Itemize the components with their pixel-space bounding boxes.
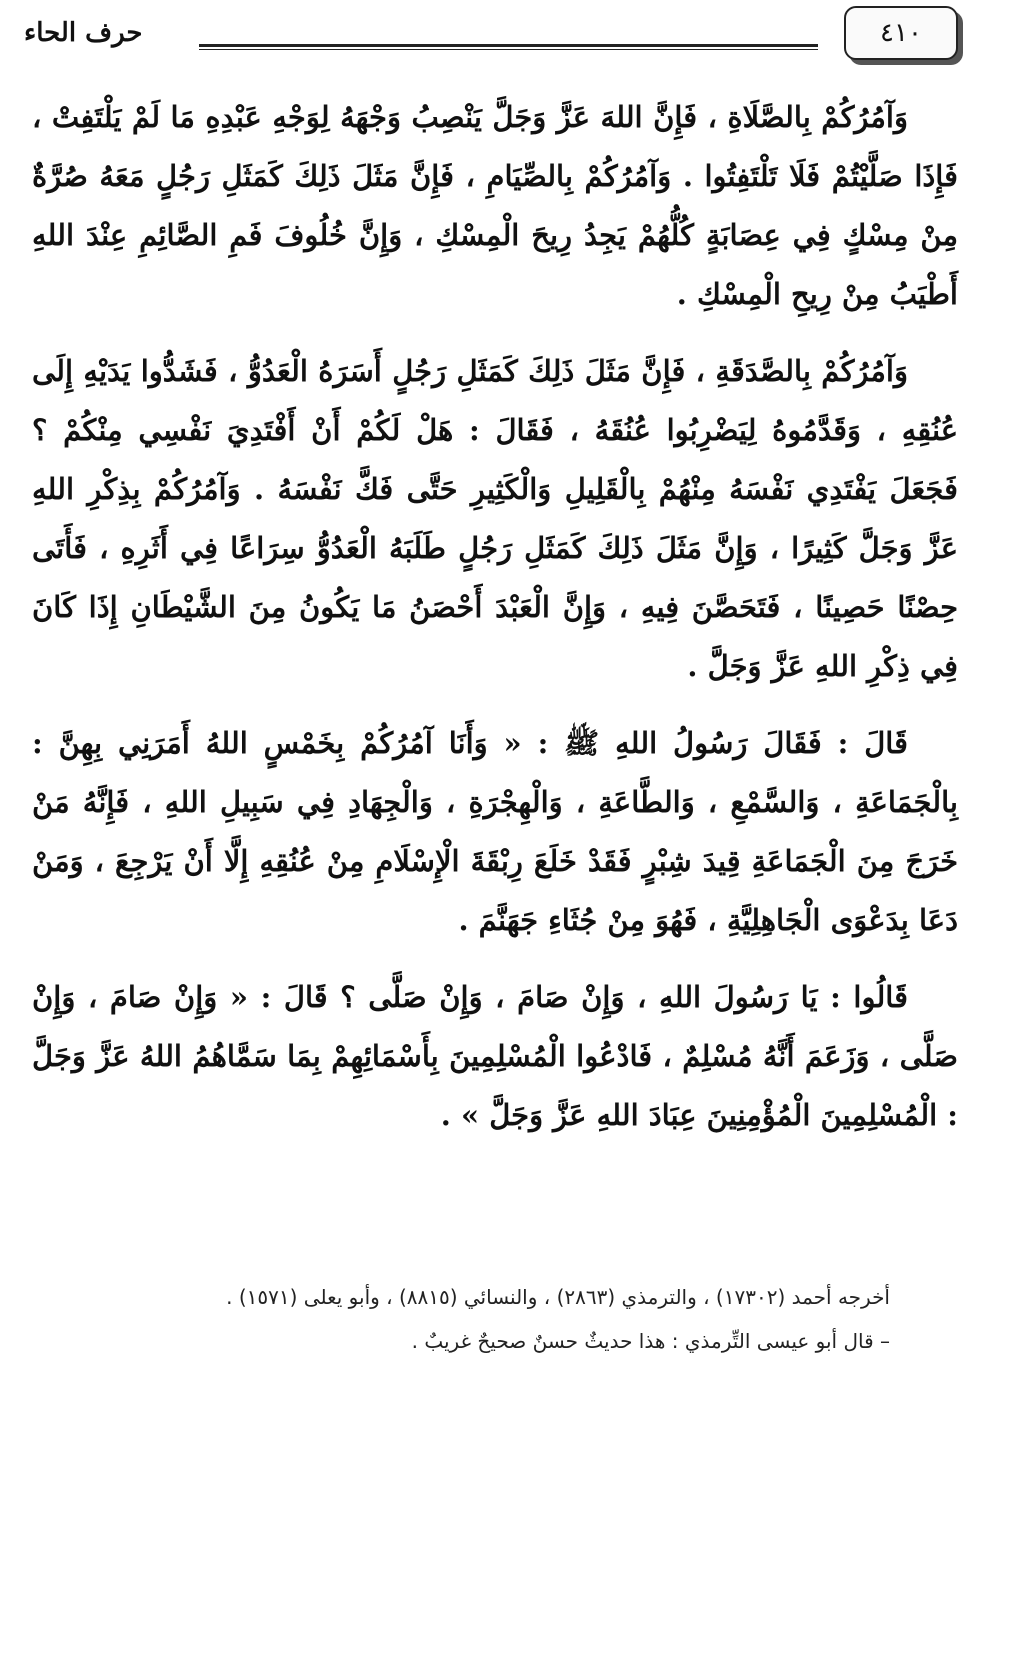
header-rule	[199, 44, 818, 50]
page-number-box	[844, 6, 958, 60]
paragraph-five-commands: قَالَ : فَقَالَ رَسُولُ اللهِ ﷺ : « وَأَنَا آمُرُكُمْ بِخَمْسٍ اللهُ أَمَرَنِي بِهِنَّ : بِالْجَمَاعَةِ ، وَالسَّمْعِ ، وَالطَّاعَةِ ، وَالْهِجْرَةِ ، وَالْجِهَادِ فِي سَبِيلِ اللهِ ، فَإِنَّهُ مَنْ خَرَجَ مِنَ الْجَمَاعَةِ قِيدَ شِبْرٍ فَقَدْ خَلَعَ رِبْقَةَ الْإِسْلَامِ مِنْ عُنُقِهِ إِلَّا أَنْ يَرْجِعَ ، وَمَنْ دَعَا بِدَعْوَى الْجَاهِلِيَّةِ ، فَهُوَ مِنْ جُثَاءِ جَهَنَّمَ .	[32, 726, 958, 937]
main-text	[32, 88, 958, 1163]
footnote-takhrij: أخرجه أحمد (١٧٣٠٢) ، والترمذي (٢٨٦٣) ، والنسائي (٨٨١٥) ، وأبو يعلى (١٥٧١) .	[226, 1285, 890, 1309]
footnote-tirmidhi-grading: – قال أبو عيسى التِّرمذي : هذا حديثٌ حسنٌ صحيحٌ غريبٌ .	[411, 1329, 890, 1353]
paragraph-charity-dhikr: وَآمُرُكُمْ بِالصَّدَقَةِ ، فَإِنَّ مَثَلَ ذَلِكَ كَمَثَلِ رَجُلٍ أَسَرَهُ الْعَدُوُّ ، فَشَدُّوا يَدَيْهِ إِلَى عُنُقِهِ ، وَقَدَّمُوهُ لِيَضْرِبُوا عُنُقَهُ ، فَقَالَ : هَلْ لَكُمْ أَنْ أَفْتَدِيَ نَفْسِي مِنْكُمْ ؟ فَجَعَلَ يَفْتَدِي نَفْسَهُ مِنْهُمْ بِالْقَلِيلِ وَالْكَثِيرِ حَتَّى فَكَّ نَفْسَهُ . وَآمُرُكُمْ بِذِكْرِ اللهِ عَزَّ وَجَلَّ كَثِيرًا ، وَإِنَّ مَثَلَ ذَلِكَ كَمَثَلِ رَجُلٍ طَلَبَهُ الْعَدُوُّ سِرَاعًا فِي أَثَرِهِ ، فَأَتَى حِصْنًا حَصِينًا ، فَتَحَصَّنَ فِيهِ ، وَإِنَّ الْعَبْدَ أَحْصَنُ مَا يَكُونُ مِنَ الشَّيْطَانِ إِذَا كَانَ فِي ذِكْرِ اللهِ عَزَّ وَجَلَّ .	[32, 354, 958, 683]
page-header	[24, 6, 958, 66]
paragraph-prayer-fasting: وَآمُرُكُمْ بِالصَّلَاةِ ، فَإِنَّ اللهَ عَزَّ وَجَلَّ يَنْصِبُ وَجْهَهُ لِوَجْهِ عَبْدِهِ مَا لَمْ يَلْتَفِتْ ، فَإِذَا صَلَّيْتُمْ فَلَا تَلْتَفِتُوا . وَآمُرُكُمْ بِالصِّيَامِ ، فَإِنَّ مَثَلَ ذَلِكَ كَمَثَلِ رَجُلٍ مَعَهُ صُرَّةٌ مِنْ مِسْكٍ فِي عِصَابَةٍ كُلُّهُمْ يَجِدُ رِيحَ الْمِسْكِ ، وَإِنَّ خُلُوفَ فَمِ الصَّائِمِ عِنْدَ اللهِ أَطْيَبُ مِنْ رِيحِ الْمِسْكِ .	[32, 100, 958, 311]
chapter-title: حرف الحاء	[24, 18, 143, 48]
footnotes	[120, 1275, 890, 1363]
page-number: ٤١٠	[880, 18, 922, 48]
paragraph-muslims-names: قَالُوا : يَا رَسُولَ اللهِ ، وَإِنْ صَامَ ، وَإِنْ صَلَّى ؟ قَالَ : « وَإِنْ صَامَ ، وَإِنْ صَلَّى ، وَزَعَمَ أَنَّهُ مُسْلِمٌ ، فَادْعُوا الْمُسْلِمِينَ بِأَسْمَائِهِمْ بِمَا سَمَّاهُمُ اللهُ عَزَّ وَجَلَّ : الْمُسْلِمِينَ الْمُؤْمِنِينَ عِبَادَ اللهِ عَزَّ وَجَلَّ » .	[32, 980, 958, 1132]
